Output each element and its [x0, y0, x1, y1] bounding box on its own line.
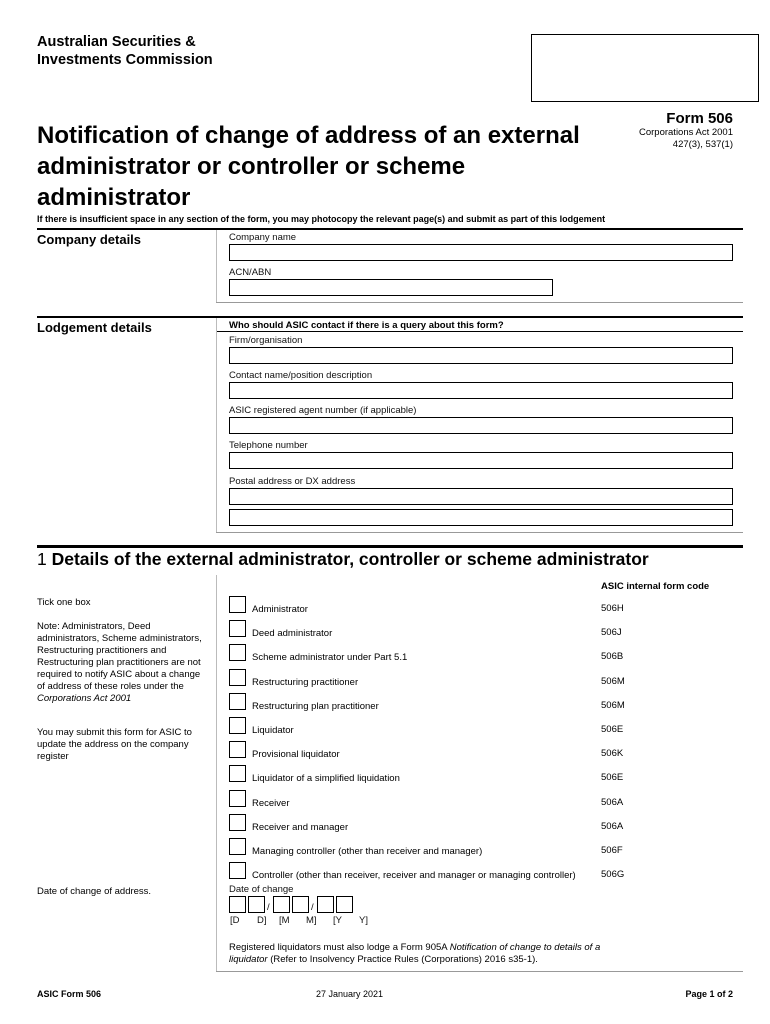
- act-line-1: Corporations Act 2001: [638, 127, 733, 138]
- section1-bottom-rule: [216, 971, 743, 972]
- date-sep-2: /: [311, 902, 314, 913]
- office-use-box: [531, 34, 759, 102]
- option-checkbox[interactable]: [229, 596, 246, 613]
- lodgement-question: Who should ASIC contact if there is a query about this form?: [229, 320, 504, 331]
- roles-note-act: Corporations Act 2001: [37, 693, 132, 704]
- option-checkbox[interactable]: [229, 717, 246, 734]
- date-year-1[interactable]: [317, 896, 334, 913]
- phone-label: Telephone number: [229, 440, 308, 451]
- option-form-code: 506M: [601, 700, 625, 711]
- space-note: If there is insufficient space in any section of the form, you may photocopy the relevant page(s) and submit as part of this lodgement: [37, 214, 606, 224]
- option-label: Liquidator of a simplified liquidation: [252, 773, 400, 784]
- lodgement-top-rule: [37, 316, 743, 318]
- option-checkbox[interactable]: [229, 765, 246, 782]
- option-label: Liquidator: [252, 725, 294, 736]
- option-checkbox[interactable]: [229, 814, 246, 831]
- date-year-2[interactable]: [336, 896, 353, 913]
- option-form-code: 506H: [601, 603, 624, 614]
- option-checkbox[interactable]: [229, 741, 246, 758]
- postal-field-line2[interactable]: [229, 509, 733, 526]
- may-submit-note: You may submit this form for ASIC to update the address on the company register: [37, 727, 192, 762]
- date-hint-m1: [M: [279, 915, 290, 926]
- phone-field[interactable]: [229, 452, 733, 469]
- section1-vline: [216, 575, 217, 971]
- company-top-rule: [37, 228, 743, 230]
- date-input-group: [229, 896, 389, 930]
- option-label: Scheme administrator under Part 5.1: [252, 652, 408, 663]
- option-form-code: 506G: [601, 869, 625, 880]
- date-hint-y2: Y]: [359, 915, 368, 926]
- option-form-code: 506E: [601, 772, 624, 783]
- roles-note: [37, 621, 209, 705]
- code-header: ASIC internal form code: [601, 581, 710, 592]
- option-label: Controller (other than receiver, receiver and manager or managing controller): [252, 870, 576, 881]
- liq-note-pre: Registered liquidators must also lodge a Form 905A: [229, 942, 448, 953]
- contact-label: Contact name/position description: [229, 370, 373, 381]
- company-name-field[interactable]: [229, 244, 733, 261]
- date-sep-1: /: [267, 902, 270, 913]
- option-checkbox[interactable]: [229, 693, 246, 710]
- date-month-1[interactable]: [273, 896, 290, 913]
- agent-label: ASIC registered agent number (if applicable): [229, 405, 417, 416]
- date-hint-m2: M]: [306, 915, 317, 926]
- date-side-label: Date of change of address.: [37, 886, 152, 897]
- firm-field[interactable]: [229, 347, 733, 364]
- option-checkbox[interactable]: [229, 862, 246, 879]
- option-form-code: 506F: [601, 845, 623, 856]
- option-form-code: 506A: [601, 821, 624, 832]
- option-checkbox[interactable]: [229, 644, 246, 661]
- option-form-code: 506M: [601, 676, 625, 687]
- option-checkbox[interactable]: [229, 838, 246, 855]
- liquidator-note: [229, 942, 609, 966]
- option-label: Receiver and manager: [252, 822, 349, 833]
- company-name-label: Company name: [229, 232, 297, 243]
- company-details-heading: Company details: [37, 232, 142, 247]
- lodgement-vline: [216, 318, 217, 532]
- agent-field[interactable]: [229, 417, 733, 434]
- date-hint-d1: [D: [230, 915, 240, 926]
- liq-note-post: (Refer to Insolvency Practice Rules (Corporations) 2016 s35-1).: [270, 954, 538, 965]
- liq-note-form-title: Notification of change to details of a liquidator: [229, 942, 601, 965]
- section1-title: [37, 549, 649, 570]
- date-label: Date of change: [229, 884, 294, 895]
- option-label: Administrator: [252, 604, 308, 615]
- footer-date: 27 January 2021: [316, 989, 384, 999]
- footer-form-id: ASIC Form 506: [37, 989, 102, 999]
- roles-note-text: Note: Administrators, Deed administrators, Scheme administrators, Restructuring practitioners and Restructuring plan practitioners are not required to notify ASIC about a change of address of these roles under the: [37, 621, 202, 692]
- option-label: Managing controller (other than receiver and manager): [252, 846, 483, 857]
- organisation-name: Australian Securities & Investments Commission: [37, 34, 213, 68]
- contact-field[interactable]: [229, 382, 733, 399]
- option-label: Restructuring plan practitioner: [252, 701, 379, 712]
- option-checkbox[interactable]: [229, 669, 246, 686]
- date-day-2[interactable]: [248, 896, 265, 913]
- date-hint-d2: D]: [257, 915, 267, 926]
- acn-label: ACN/ABN: [229, 267, 272, 278]
- form-title: Notification of change of address of an external administrator or controller or scheme administrator: [37, 122, 580, 211]
- tick-one-label: Tick one box: [37, 597, 91, 608]
- section1-top-rule: [37, 545, 743, 548]
- section1-heading: Details of the external administrator, controller or scheme administrator: [51, 549, 649, 569]
- option-form-code: 506B: [601, 651, 624, 662]
- option-form-code: 506J: [601, 627, 622, 638]
- company-vline: [216, 230, 217, 302]
- option-checkbox[interactable]: [229, 620, 246, 637]
- act-line-2: 427(3), 537(1): [672, 139, 733, 150]
- date-hint-y1: [Y: [333, 915, 342, 926]
- option-label: Deed administrator: [252, 628, 333, 639]
- option-form-code: 506A: [601, 797, 624, 808]
- option-label: Receiver: [252, 798, 290, 809]
- acn-field[interactable]: [229, 279, 553, 296]
- footer-page: Page 1 of 2: [685, 989, 733, 999]
- option-form-code: 506K: [601, 748, 624, 759]
- postal-label: Postal address or DX address: [229, 476, 356, 487]
- postal-field-line1[interactable]: [229, 488, 733, 505]
- company-bottom-rule: [216, 302, 743, 303]
- lodgement-bottom-rule: [216, 532, 743, 533]
- option-label: Restructuring practitioner: [252, 677, 359, 688]
- date-month-2[interactable]: [292, 896, 309, 913]
- act-reference: [639, 127, 733, 151]
- option-label: Provisional liquidator: [252, 749, 340, 760]
- lodgement-question-rule: [216, 331, 743, 332]
- date-day-1[interactable]: [229, 896, 246, 913]
- option-form-code: 506E: [601, 724, 624, 735]
- lodgement-details-heading: Lodgement details: [37, 320, 152, 335]
- form-number: Form 506: [666, 110, 733, 127]
- option-checkbox[interactable]: [229, 790, 246, 807]
- section1-number: 1: [37, 549, 47, 569]
- firm-label: Firm/organisation: [229, 335, 303, 346]
